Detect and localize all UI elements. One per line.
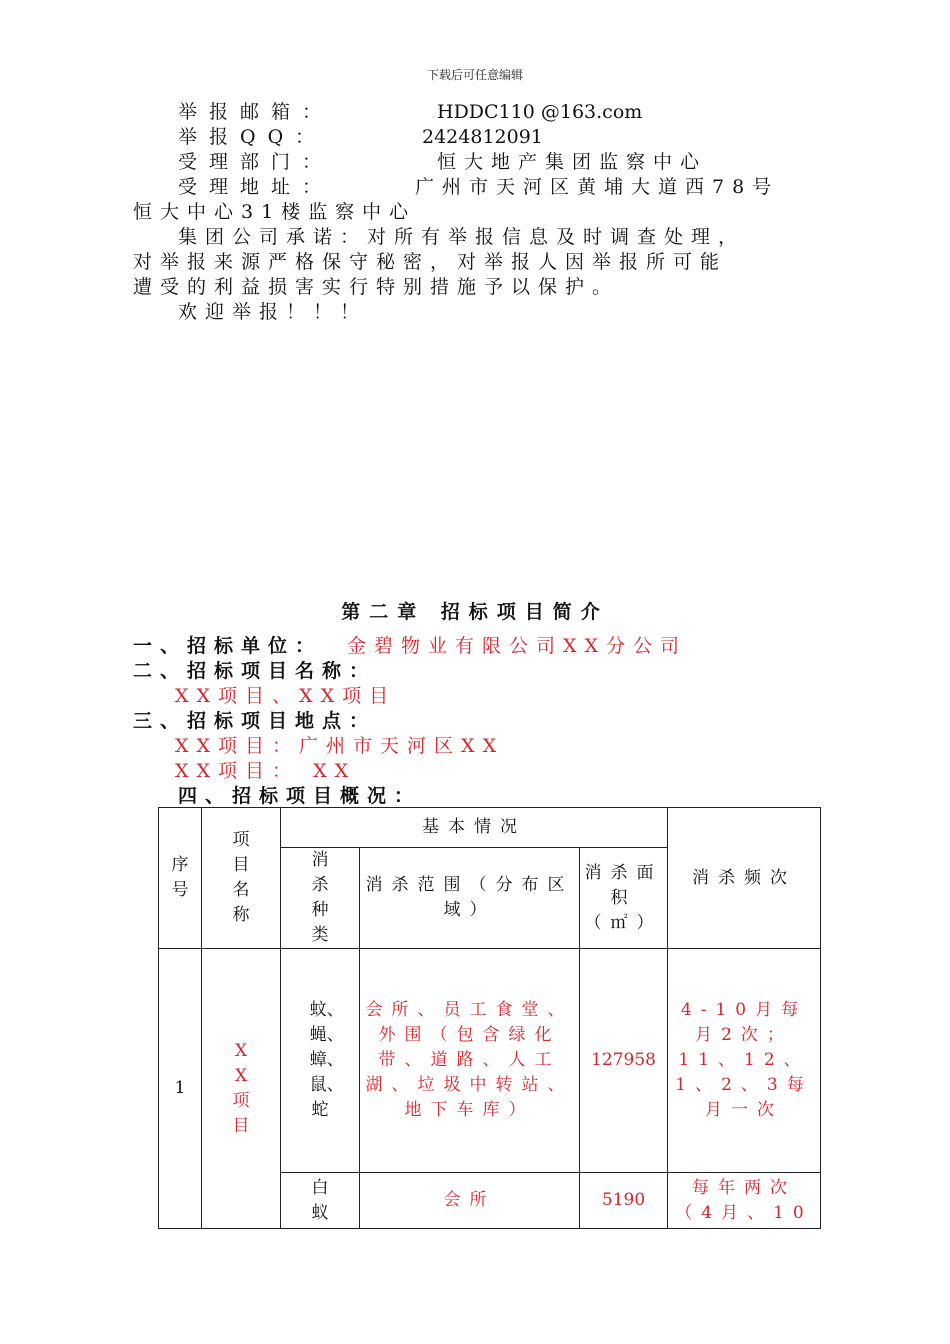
row-2-pest-type: 白蚁 xyxy=(281,1173,360,1229)
row-range: 会所、员工食堂、外围（包含绿化带、道路、人工湖、垃圾中转站、地下车库） xyxy=(360,949,580,1173)
header-basic-info: 基本情况 xyxy=(281,808,668,848)
dept-label: 受理部门： xyxy=(178,151,334,173)
project-overview-table xyxy=(158,807,821,1229)
welcome-text: 欢迎举报！！！ xyxy=(178,301,368,323)
dept-value: 恒大地产集团监察中心 xyxy=(437,151,708,173)
addr-value-1: 广州市天河区黄埔大道西78号 xyxy=(415,176,780,198)
section-3-label: 三、招标项目地点： xyxy=(133,710,377,732)
promise-line-1: 集团公司承诺：对所有举报信息及时调查处理， xyxy=(178,226,746,248)
row-2-range: 会所 xyxy=(360,1173,580,1229)
row-frequency: 4-10月每月2次；11、12、1、2、3每月一次 xyxy=(668,949,821,1173)
header-pest-type: 消杀种类 xyxy=(281,848,360,949)
header-frequency: 消杀频次 xyxy=(668,808,821,949)
email-label: 举报邮箱： xyxy=(178,101,334,123)
promise-line-2: 对举报来源严格保守秘密，对举报人因举报所可能 xyxy=(133,251,728,273)
row-project-name: XX项目 xyxy=(202,949,281,1229)
qq-value: 2424812091 xyxy=(422,126,543,148)
email-value: HDDC110 @163.com xyxy=(437,101,643,123)
section-1-label: 一、招标单位： xyxy=(133,635,323,657)
download-note: 下载后可任意编辑 xyxy=(426,68,523,82)
promise-line-3: 遭受的利益损害实行特别措施予以保护。 xyxy=(133,276,620,298)
section-1-value: 金碧物业有限公司XX分公司 xyxy=(347,635,688,657)
section-2-label: 二、招标项目名称： xyxy=(133,660,377,682)
row-2-frequency: 每年两次（4月、10 xyxy=(668,1173,821,1229)
addr-value-2: 恒大中心31楼监察中心 xyxy=(133,201,417,223)
row-area: 127958 xyxy=(580,949,668,1173)
chapter-title: 第二章 招标项目简介 xyxy=(341,601,609,623)
section-3-value-2: XX项目： XX xyxy=(175,760,357,782)
row-2-area: 5190 xyxy=(580,1173,668,1229)
header-no: 序号 xyxy=(159,808,202,949)
header-range: 消杀范围（分布区域） xyxy=(360,848,580,949)
row-no: 1 xyxy=(159,949,202,1229)
section-4-label: 四、招标项目概况： xyxy=(178,785,422,807)
header-area: 消杀面积（㎡） xyxy=(580,848,668,949)
header-project-name: 项目名称 xyxy=(202,808,281,949)
addr-label: 受理地址： xyxy=(178,176,334,198)
section-2-value: XX项目、XX项目 xyxy=(175,685,397,707)
section-3-value-1: XX项目：广州市天河区XX xyxy=(175,735,505,757)
row-pest-type: 蚊、蝇、蟑、鼠、蛇 xyxy=(281,949,360,1173)
qq-label: 举报QQ： xyxy=(178,126,327,148)
